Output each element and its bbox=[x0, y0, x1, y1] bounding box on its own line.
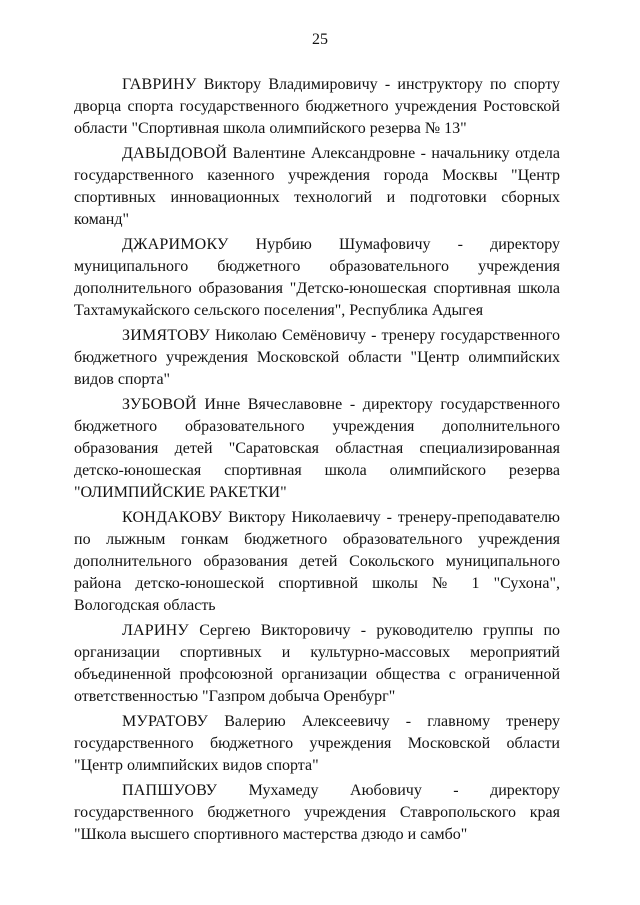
entry-given-name: Нурбию Шумафовичу bbox=[255, 236, 431, 253]
entry-given-name: Валентине Александровне bbox=[232, 145, 416, 162]
award-entry bbox=[74, 394, 560, 504]
entry-position: - главному тренеру государственного бюджетного учреждения Московской области "Центр олимпийских видов спорта" bbox=[74, 713, 561, 774]
entry-surname: ДАВЫДОВОЙ bbox=[122, 145, 228, 162]
entry-surname: ДЖАРИМОКУ bbox=[122, 236, 229, 253]
award-entry bbox=[74, 507, 560, 617]
entry-given-name: Валерию Алексеевичу bbox=[224, 713, 390, 730]
entry-surname: МУРАТОВУ bbox=[122, 713, 208, 730]
entry-given-name: Виктору Николаевичу bbox=[228, 509, 381, 526]
award-list bbox=[74, 74, 560, 849]
entry-position: - тренеру-преподавателю по лыжным гонкам бюджетного образовательного учреждения дополнительного образования детей Сокольского муниципального района детско-юношеской спортивной школы № 1 "Сухона", Вологодская область bbox=[74, 509, 560, 614]
entry-given-name: Инне Вячеславовне bbox=[204, 396, 343, 413]
entry-surname: КОНДАКОВУ bbox=[122, 509, 223, 526]
entry-position: - директору государственного бюджетного образовательного учреждения дополнительного образования детей "Саратовская областная специализированная детско-юношеская спортивная школа олимпийского резерва "ОЛИМПИЙСКИЕ РАКЕТКИ" bbox=[74, 396, 561, 501]
entry-position: - тренеру государственного бюджетного учреждения Московской области "Центр олимпийских видов спорта" bbox=[74, 327, 561, 388]
entry-position: - директору муниципального бюджетного образовательного учреждения дополнительного образования "Детско-юношеская спортивная школа Тахтамукайского сельского поселения", Республика Адыгея bbox=[74, 236, 561, 319]
award-entry bbox=[74, 780, 560, 846]
entry-given-name: Сергею Викторовичу bbox=[199, 622, 351, 639]
entry-surname: ЗИМЯТОВУ bbox=[122, 327, 210, 344]
entry-given-name: Мухамеду Аюбовичу bbox=[248, 782, 422, 799]
award-entry bbox=[74, 74, 560, 140]
entry-surname: ГАВРИНУ bbox=[122, 76, 197, 93]
award-entry bbox=[74, 711, 560, 777]
entry-position: - директору государственного бюджетного учреждения Ставропольского края "Школа высшего спортивного мастерства дзюдо и самбо" bbox=[74, 782, 561, 843]
entry-position: - инструктору по спорту дворца спорта государственного бюджетного учреждения Ростовской области "Спортивная школа олимпийского резерва № 13" bbox=[74, 76, 560, 137]
entry-surname: ЛАРИНУ bbox=[122, 622, 189, 639]
page-number: 25 bbox=[312, 31, 328, 48]
award-entry bbox=[74, 143, 560, 231]
award-entry bbox=[74, 234, 560, 322]
entry-given-name: Виктору Владимировичу bbox=[203, 76, 378, 93]
award-entry bbox=[74, 620, 560, 708]
entry-given-name: Николаю Семёновичу bbox=[215, 327, 366, 344]
award-entry bbox=[74, 325, 560, 391]
entry-position: - начальнику отдела государственного казенного учреждения города Москвы "Центр спортивных инновационных технологий и подготовки сборных команд" bbox=[74, 145, 561, 228]
entry-surname: ЗУБОВОЙ bbox=[122, 396, 197, 413]
entry-surname: ПАПШУОВУ bbox=[122, 782, 218, 799]
entry-position: - руководителю группы по организации спортивных и культурно-массовых мероприятий объединенной профсоюзной организации общества с ограниченной ответственностью "Газпром добыча Оренбург" bbox=[74, 622, 561, 705]
